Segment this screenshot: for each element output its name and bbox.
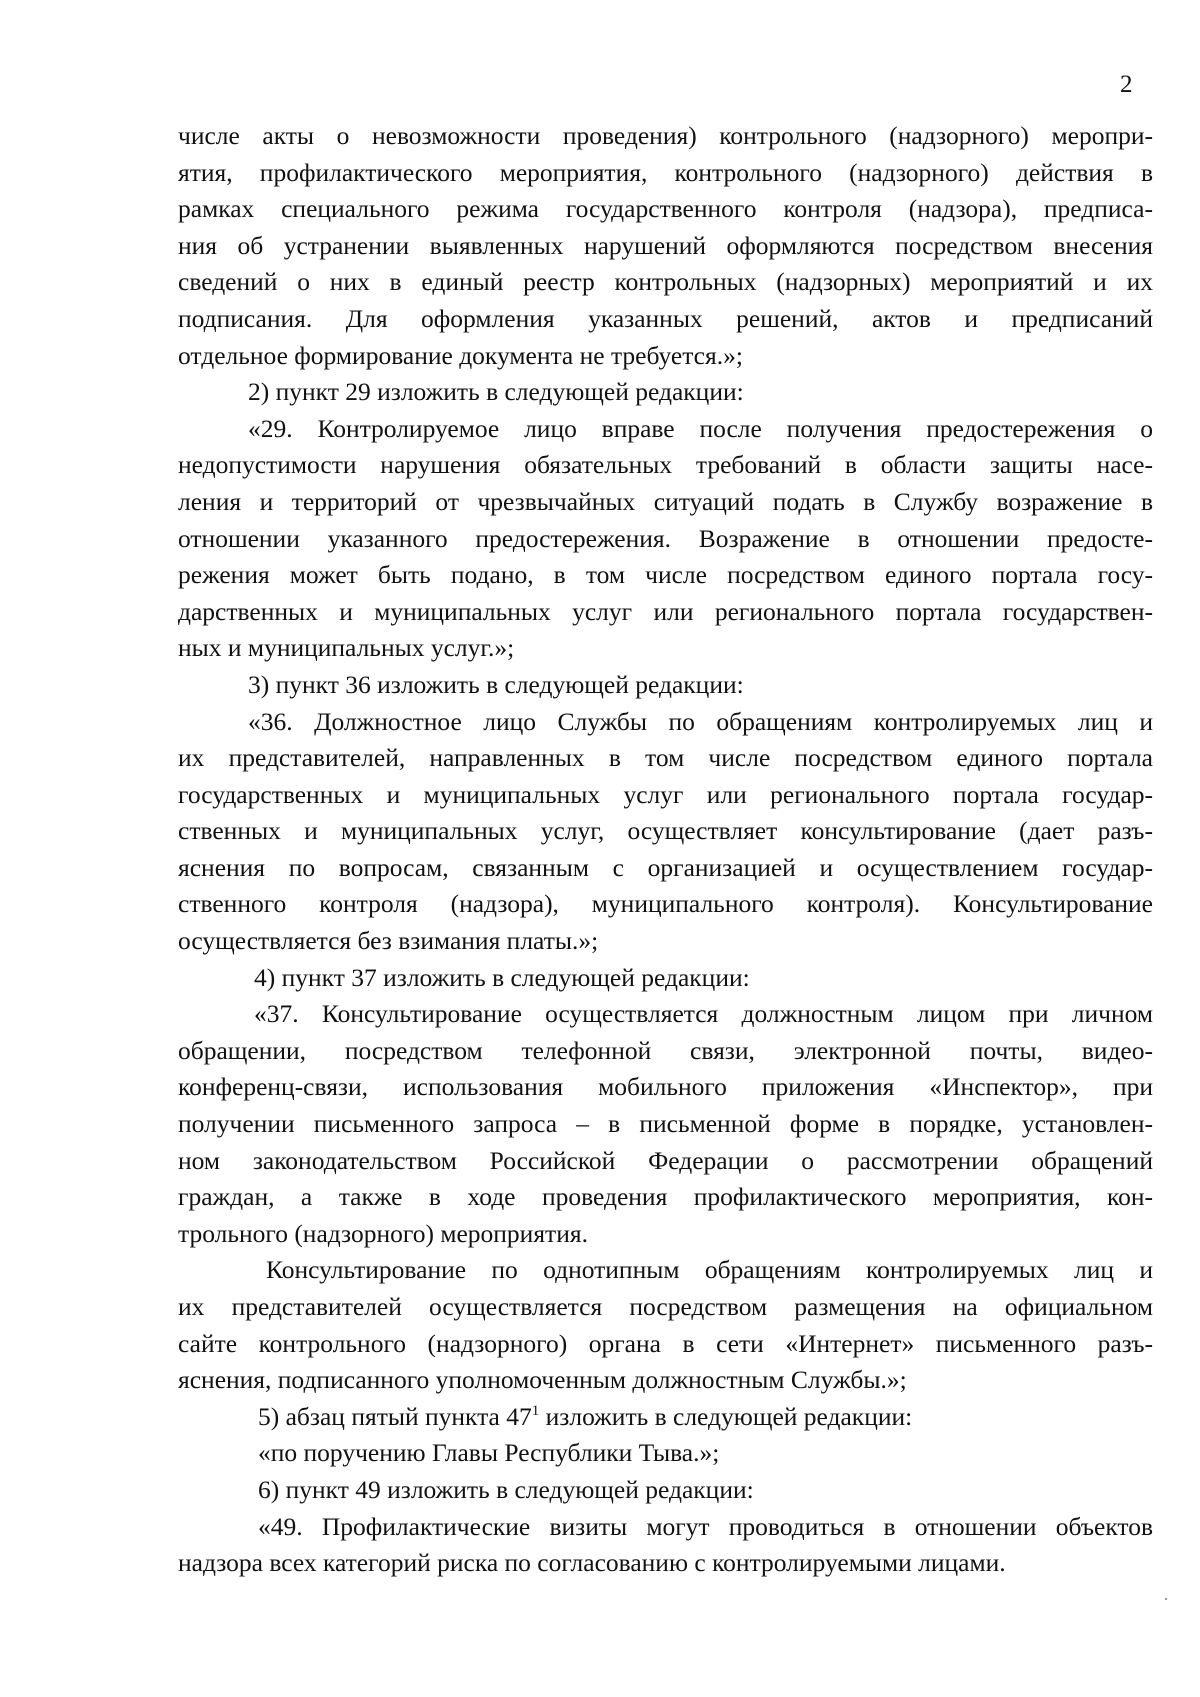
item-heading: 6) пункт 49 изложить в следующей редакции: — [258, 1474, 754, 1504]
item-heading — [178, 1399, 1153, 1436]
text-line: получении письменного запроса – в письменной форме в порядке, установлен- — [178, 1109, 1153, 1139]
text-line: сайте контрольного (надзорного) органа в сети «Интернет» письменного разъ- — [178, 1328, 1153, 1358]
text-line: «37. Консультирование осуществляется должностным лицом при личном — [254, 999, 1153, 1029]
text-line: ном законодательством Российской Федерации о рассмотрении обращений — [178, 1145, 1153, 1175]
text-line: граждан, а также в ходе проведения профилактического мероприятия, кон- — [178, 1182, 1153, 1212]
text-line: числе акты о невозможности проведения) контрольного (надзорного) меропри- — [178, 121, 1153, 150]
text-line: трольного (надзорного) мероприятия. — [178, 1218, 588, 1248]
text-line: «49. Профилактические визиты могут проводиться в отношении объектов — [258, 1511, 1153, 1541]
text-line: режения может быть подано, в том числе посредством единого портала госу- — [178, 560, 1153, 590]
page-number: 2 — [1120, 71, 1133, 98]
text-line: яснения, подписанного уполномоченным должностным Службы.»; — [178, 1365, 907, 1395]
text-line: рамках специального режима государственного контроля (надзора), предписа- — [178, 194, 1153, 224]
text-line: государственных и муниципальных услуг или регионального портала государ- — [178, 779, 1153, 809]
text-line: их представителей осуществляется посредством размещения на официальном — [178, 1292, 1153, 1321]
text-line: недопустимости нарушения обязательных требований в области защиты насе- — [178, 450, 1153, 480]
text-line: «29. Контролируемое лицо вправе после получения предостережения о — [248, 413, 1153, 443]
text-line: обращении, посредством телефонной связи, электронной почты, видео- — [178, 1035, 1153, 1065]
text-line: ных и муниципальных услуг.»; — [178, 633, 515, 663]
item-heading: 2) пункт 29 изложить в следующей редакции: — [248, 377, 744, 407]
text-line: конференц-связи, использования мобильного приложения «Инспектор», при — [178, 1072, 1153, 1102]
text-line: сведений о них в единый реестр контрольных (надзорных) мероприятий и их — [178, 267, 1153, 297]
superscript-1: 1 — [531, 1402, 540, 1419]
text-line: подписания. Для оформления указанных решений, актов и предписаний — [178, 303, 1153, 333]
text-line: ственных и муниципальных услуг, осуществляет консультирование (дает разъ- — [178, 816, 1153, 846]
text-line: ственного контроля (надзора), муниципального контроля). Консультирование — [178, 889, 1153, 919]
text-line: «36. Должностное лицо Службы по обращениям контролируемых лиц и — [248, 706, 1153, 736]
text-line: ятия, профилактического мероприятия, контрольного (надзорного) действия в — [178, 157, 1153, 187]
text-line: яснения по вопросам, связанным с организацией и осуществлением государ- — [178, 852, 1153, 882]
text-line: Консультирование по однотипным обращениям контролируемых лиц и — [266, 1255, 1153, 1285]
item-5-text-after: изложить в следующей редакции: — [539, 1401, 913, 1431]
document-body — [178, 118, 1153, 1582]
text-line: отдельное формирование документа не требуется.»; — [178, 340, 743, 370]
text-line: отношении указанного предостережения. Возражение в отношении предосте- — [178, 523, 1153, 553]
item-heading: 4) пункт 37 изложить в следующей редакции: — [254, 962, 750, 992]
text-line: «по поручению Главы Республики Тыва.»; — [258, 1438, 720, 1468]
text-line: ния об устранении выявленных нарушений оформляются посредством внесения — [178, 230, 1153, 260]
text-line: ления и территорий от чрезвычайных ситуаций подать в Службу возражение в — [178, 486, 1153, 516]
text-line: их представителей, направленных в том числе посредством единого портала — [178, 743, 1153, 773]
item-5-text-before: 5) абзац пятый пункта 47 — [258, 1401, 532, 1431]
text-line: надзора всех категорий риска по согласованию с контролируемыми лицами. — [178, 1548, 1006, 1578]
text-line: дарственных и муниципальных услуг или регионального портала государствен- — [178, 596, 1153, 626]
item-heading: 3) пункт 36 изложить в следующей редакции: — [248, 669, 744, 699]
text-line: осуществляется без взимания платы.»; — [178, 926, 599, 956]
scan-speck — [1165, 1598, 1167, 1600]
